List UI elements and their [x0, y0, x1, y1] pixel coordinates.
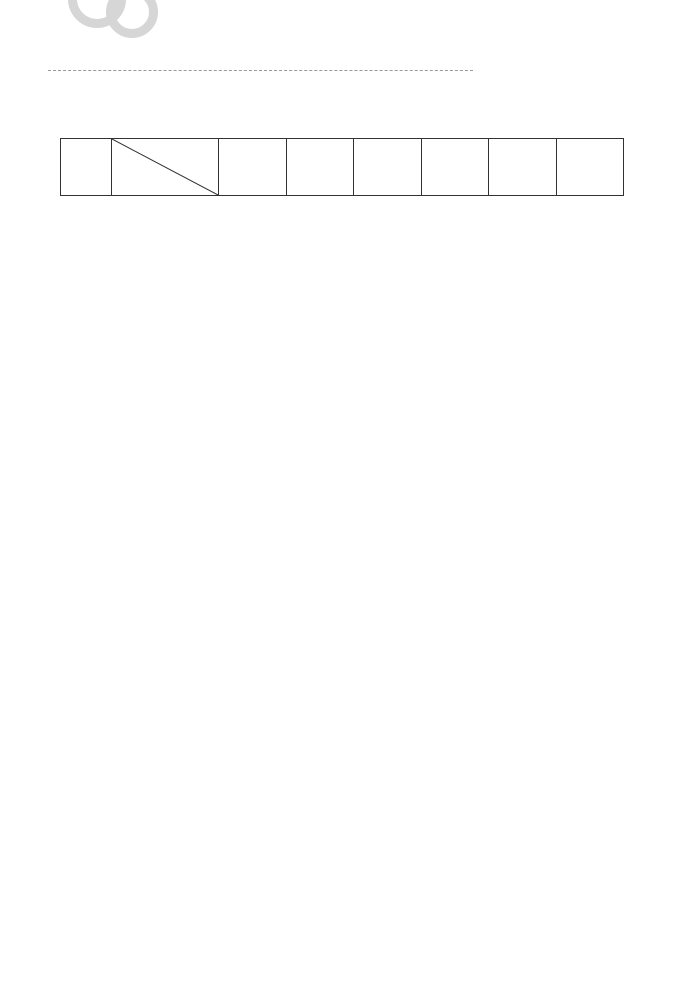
table-header-row: [61, 139, 624, 196]
level-header: [219, 139, 287, 196]
diagonal-line: [112, 139, 218, 195]
logo-rings-icon: [48, 0, 158, 50]
page-header: [0, 0, 700, 80]
chapter-title: [62, 84, 622, 114]
header-num: [61, 139, 112, 196]
spec-table: [60, 138, 624, 196]
page-body: [62, 84, 622, 251]
level-header: [421, 139, 489, 196]
requirements-subtitle: [62, 228, 622, 251]
table-caption: [62, 114, 622, 138]
level-header: [354, 139, 422, 196]
requirements-title: [62, 202, 622, 228]
header-divider: [48, 70, 473, 71]
level-header: [556, 139, 624, 196]
level-header: [286, 139, 354, 196]
header-diagonal-cell: [112, 139, 219, 196]
level-header: [489, 139, 557, 196]
